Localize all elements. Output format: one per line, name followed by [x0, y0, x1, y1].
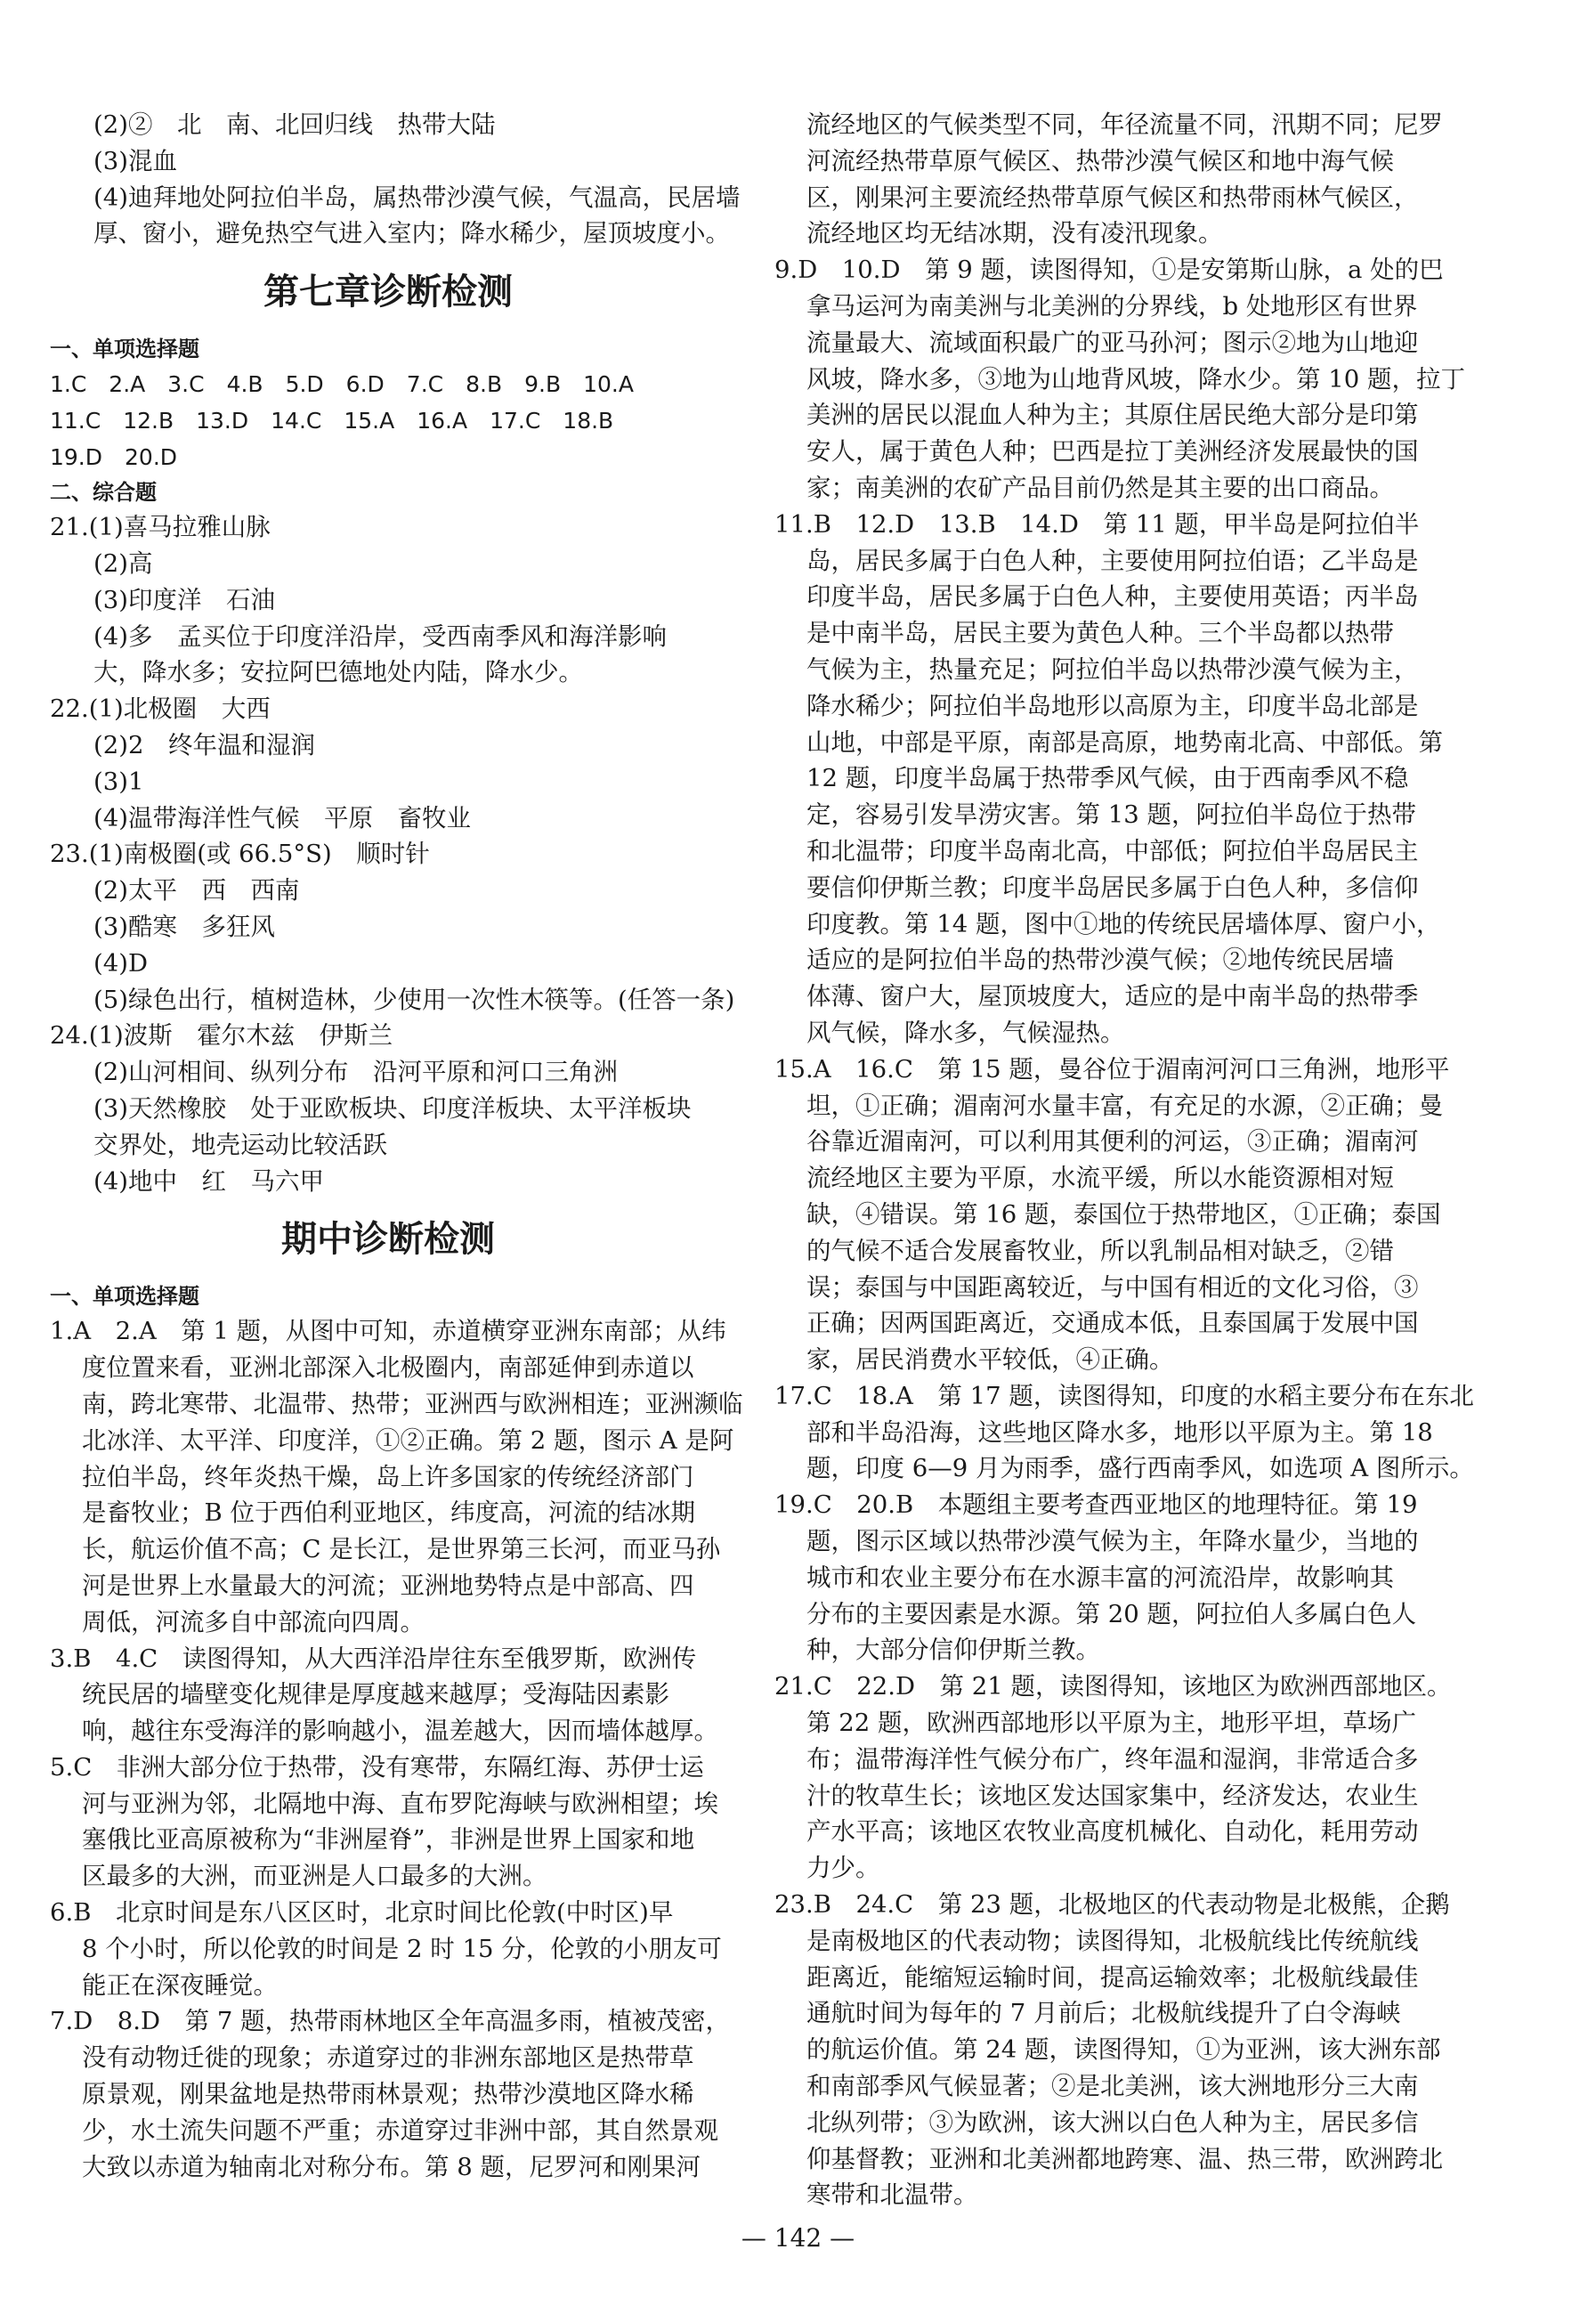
text-line: 风气候，降水多，气候湿热。: [806, 1018, 1125, 1047]
text-line: 适应的是阿拉伯半岛的热带沙漠气候；②地传统民居墙: [806, 946, 1394, 975]
text-line: 9.D 10.D 第 9 题，读图得知，①是安第斯山脉，a 处的巴: [774, 256, 1444, 285]
answer-key-line: 19.D 20.D: [50, 444, 178, 471]
text-line: 的航运价值。第 24 题，读图得知，①为亚洲，该大洲东部: [806, 2035, 1441, 2065]
text-line: 岛，居民多属于白色人种，主要使用阿拉伯语；乙半岛是: [806, 546, 1419, 575]
text-line: 19.C 20.B 本题组主要考查西亚地区的地理特征。第 19: [774, 1490, 1418, 1520]
text-line: (4)地中 红 马六甲: [93, 1166, 324, 1196]
text-line: 北纵列带；③为欧洲，该大洲以白色人种为主，居民多信: [806, 2107, 1419, 2137]
text-line: 要信仰伊斯兰教；印度半岛居民多属于白色人种，多信仰: [806, 873, 1419, 902]
text-line: 没有动物迁徙的现象；赤道穿过的非洲东部地区是热带草: [82, 2043, 694, 2073]
text-line: 汁的牧草生长；该地区发达国家集中，经济发达，农业生: [806, 1781, 1419, 1810]
text-line: 塞俄比亚高原被称为“非洲屋脊”，非洲是世界上国家和地: [82, 1825, 695, 1855]
text-line: 长，航运价值不高；C 是长江，是世界第三长河，而亚马孙: [82, 1535, 721, 1564]
subsection-heading: 一、单项选择题: [50, 337, 199, 362]
text-line: 印度教。第 14 题，图中①地的传统民居墙体厚、窗户小，: [806, 909, 1441, 938]
text-line: 北冰洋、太平洋、印度洋，①②正确。第 2 题，图示 A 是阿: [82, 1425, 734, 1455]
text-line: 第 22 题，欧洲西部地形以平原为主，地形平坦，草场广: [806, 1709, 1416, 1738]
text-line: 家；南美洲的农矿产品目前仍然是其主要的出口商品。: [806, 473, 1394, 502]
text-line: (4)D: [93, 948, 149, 978]
subsection-heading: 二、综合题: [50, 480, 157, 506]
text-line: 通航时间为每年的 7 月前后；北极航线提升了白令海峡: [806, 1999, 1401, 2028]
text-line: 5.C 非洲大部分位于热带，没有寒带，东隔红海、苏伊士运: [50, 1752, 704, 1782]
text-line: 周低，河流多自中部流向四周。: [82, 1607, 425, 1636]
text-line: 河与亚洲为邻，北隔地中海、直布罗陀海峡与欧洲相望；埃: [82, 1789, 718, 1818]
text-line: 22.(1)北极圈 大西: [50, 694, 271, 724]
text-line: 度位置来看，亚洲北部深入北极圈内，南部延伸到赤道以: [82, 1353, 694, 1383]
text-line: 原景观，刚果盆地是热带雨林景观；热带沙漠地区降水稀: [82, 2080, 694, 2109]
text-line: 缺，④错误。第 16 题，泰国位于热带地区，①正确；泰国: [806, 1199, 1441, 1229]
text-line: 正确；因两国距离近，交通成本低，且泰国属于发展中国: [806, 1309, 1419, 1338]
text-line: 气候为主，热量充足；阿拉伯半岛以热带沙漠气候为主，: [806, 654, 1419, 684]
text-line: 风坡，降水多，③地为山地背风坡，降水少。第 10 题，拉丁: [806, 364, 1465, 394]
text-line: 23.B 24.C 第 23 题，北极地区的代表动物是北极熊，企鹅: [774, 1890, 1450, 1920]
text-line: 1.A 2.A 第 1 题，从图中可知，赤道横穿亚洲东南部；从纬: [50, 1317, 726, 1346]
text-line: 24.(1)波斯 霍尔木兹 伊斯兰: [50, 1021, 393, 1051]
text-line: 题，印度 6—9 月为雨季，盛行西南季风，如选项 A 图所示。: [806, 1454, 1474, 1483]
text-line: 安人，属于黄色人种；巴西是拉丁美洲经济发展最快的国: [806, 437, 1419, 467]
text-line: 和北温带；印度半岛南北高，中部低；阿拉伯半岛居民主: [806, 836, 1419, 865]
text-line: 23.(1)南极圈(或 66.5°S) 顺时针: [50, 840, 430, 869]
text-line: 种，大部分信仰伊斯兰教。: [806, 1636, 1100, 1665]
right-column: [774, 107, 1540, 2213]
text-line: 能正在深夜睡觉。: [82, 1970, 278, 2000]
page-number: — 142 —: [741, 2223, 855, 2253]
text-line: 流量最大、流域面积最广的亚马孙河；图示②地为山地迎: [806, 328, 1419, 357]
text-line: 定，容易引发旱涝灾害。第 13 题，阿拉伯半岛位于热带: [806, 800, 1416, 830]
text-line: 区，刚果河主要流经热带草原气候区和热带雨林气候区，: [806, 183, 1419, 212]
text-line: (2)太平 西 西南: [93, 876, 300, 905]
text-line: 南，跨北寒带、北温带、热带；亚洲西与欧洲相连；亚洲濒临: [82, 1389, 743, 1418]
text-line: 是畜牧业；B 位于西伯利亚地区，纬度高，河流的结冰期: [82, 1498, 695, 1528]
text-line: 题，图示区域以热带沙漠气候为主，年降水量少，当地的: [806, 1527, 1419, 1556]
text-line: 分布的主要因素是水源。第 20 题，阿拉伯人多属白色人: [806, 1599, 1416, 1628]
text-line: 15.A 16.C 第 15 题，曼谷位于湄南河河口三角洲，地形平: [774, 1054, 1450, 1084]
text-line: (2)2 终年温和湿润: [93, 730, 315, 759]
text-line: 12 题，印度半岛属于热带季风气候，由于西南季风不稳: [806, 764, 1409, 793]
answer-key-line: 11.C 12.B 13.D 14.C 15.A 16.A 17.C 18.B: [50, 408, 614, 434]
text-line: 交界处，地壳运动比较活跃: [93, 1130, 387, 1159]
text-line: 家，居民消费水平较低，④正确。: [806, 1345, 1174, 1375]
text-line: (2)山河相间、纵列分布 沿河平原和河口三角洲: [93, 1058, 618, 1087]
text-line: 是中南半岛，居民主要为黄色人种。三个半岛都以热带: [806, 619, 1394, 648]
text-line: (4)温带海洋性气候 平原 畜牧业: [93, 803, 471, 832]
text-line: 流经地区均无结冰期，没有凌汛现象。: [806, 219, 1223, 248]
text-line: 布；温带海洋性气候分布广，终年温和湿润，非常适合多: [806, 1744, 1419, 1774]
text-line: 流经地区的气候类型不同，年径流量不同，汛期不同；尼罗: [806, 110, 1443, 139]
text-line: 河流经热带草原气候区、热带沙漠气候区和地中海气候: [806, 146, 1394, 175]
text-line: (5)绿色出行，植树造林，少使用一次性木筷等。(任答一条): [93, 985, 735, 1014]
text-line: 山地，中部是平原，南部是高原，地势南北高、中部低。第: [806, 727, 1443, 757]
text-line: 拿马运河为南美洲与北美洲的分界线，b 处地形区有世界: [806, 291, 1418, 321]
text-line: 体薄、窗户大，屋顶坡度大，适应的是中南半岛的热带季: [806, 982, 1419, 1011]
text-line: 河是世界上水量最大的河流；亚洲地势特点是中部高、四: [82, 1571, 694, 1600]
answer-key-line: 1.C 2.A 3.C 4.B 5.D 6.D 7.C 8.B 9.B 10.A: [50, 371, 634, 398]
section-title: 第七章诊断检测: [263, 272, 513, 313]
text-line: 印度半岛，居民多属于白色人种，主要使用英语；丙半岛: [806, 582, 1419, 612]
text-line: (3)混血: [93, 146, 177, 175]
text-line: 城市和农业主要分布在水源丰富的河流沿岸，故影响其: [806, 1563, 1394, 1592]
text-line: 坦，①正确；湄南河水量丰富，有充足的水源，②正确；曼: [806, 1091, 1443, 1120]
text-line: 厚、窗小，避免热空气进入室内；降水稀少，屋顶坡度小。: [93, 219, 730, 248]
subsection-heading: 一、单项选择题: [50, 1284, 199, 1310]
text-line: 8 个小时，所以伦敦的时间是 2 时 15 分，伦敦的小朋友可: [82, 1934, 722, 1963]
text-line: (3)印度洋 石油: [93, 585, 275, 614]
text-line: 少，水土流失问题不严重；赤道穿过非洲中部，其自然景观: [82, 2115, 718, 2145]
text-line: 21.C 22.D 第 21 题，读图得知，该地区为欧洲西部地区。: [774, 1672, 1452, 1701]
text-line: 仰基督教；亚洲和北美洲都地跨寒、温、热三带，欧洲跨北: [806, 2144, 1443, 2173]
text-line: 寒带和北温带。: [806, 2180, 978, 2210]
text-line: 大致以赤道为轴南北对称分布。第 8 题，尼罗河和刚果河: [82, 2152, 701, 2181]
text-line: 力少。: [806, 1854, 880, 1883]
text-line: 和南部季风气候显著；②是北美洲，该大洲地形分三大南: [806, 2072, 1419, 2101]
text-line: 17.C 18.A 第 17 题，读图得知，印度的水稻主要分布在东北: [774, 1381, 1474, 1410]
text-line: 产水平高；该地区农牧业高度机械化、自动化，耗用劳动: [806, 1817, 1419, 1847]
text-line: (3)酷寒 多狂风: [93, 912, 275, 941]
text-line: 区最多的大洲，而亚洲是人口最多的大洲。: [82, 1862, 547, 1891]
text-line: (2)② 北 南、北回归线 热带大陆: [93, 110, 496, 139]
text-line: 21.(1)喜马拉雅山脉: [50, 513, 271, 542]
text-line: 谷靠近湄南河，可以利用其便利的河运，③正确；湄南河: [806, 1127, 1419, 1157]
text-line: 11.B 12.D 13.B 14.D 第 11 题，甲半岛是阿拉伯半: [774, 509, 1420, 539]
text-line: 3.B 4.C 读图得知，从大西洋沿岸往东至俄罗斯，欧洲传: [50, 1644, 697, 1673]
text-line: 的气候不适合发展畜牧业，所以乳制品相对缺乏，②错: [806, 1236, 1394, 1265]
text-line: 部和半岛沿海，这些地区降水多，地形以平原为主。第 18: [806, 1417, 1433, 1447]
text-line: 大，降水多；安拉阿巴德地处内陆，降水少。: [93, 658, 583, 687]
text-line: 响，越往东受海洋的影响越小，温差越大，因而墙体越厚。: [82, 1717, 718, 1746]
text-line: 流经地区主要为平原，水流平缓，所以水能资源相对短: [806, 1164, 1394, 1193]
text-line: (4)迪拜地处阿拉伯半岛，属热带沙漠气候，气温高，民居墙: [93, 183, 741, 212]
text-line: (4)多 孟买位于印度洋沿岸，受西南季风和海洋影响: [93, 621, 667, 651]
text-line: 拉伯半岛，终年炎热干燥，岛上许多国家的传统经济部门: [82, 1462, 694, 1491]
text-line: (3)1: [93, 767, 144, 796]
text-line: 6.B 北京时间是东八区区时，北京时间比伦敦(中时区)早: [50, 1898, 674, 1928]
text-line: 统民居的墙壁变化规律是厚度越来越厚；受海陆因素影: [82, 1680, 669, 1709]
text-line: 降水稀少；阿拉伯半岛地形以高原为主，印度半岛北部是: [806, 691, 1419, 720]
text-line: 美洲的居民以混血人种为主；其原住居民绝大部分是印第: [806, 401, 1419, 430]
text-line: 距离近，能缩短运输时间，提高运输效率；北极航线最佳: [806, 1962, 1419, 1992]
text-line: 误；泰国与中国距离较近，与中国有相近的文化习俗，③: [806, 1272, 1419, 1302]
section-title: 期中诊断检测: [281, 1219, 495, 1261]
left-column: [50, 107, 743, 2185]
text-line: 7.D 8.D 第 7 题，热带雨林地区全年高温多雨，植被茂密，: [50, 2007, 731, 2036]
text-line: 是南极地区的代表动物；读图得知，北极航线比传统航线: [806, 1926, 1419, 1955]
text-line: (3)天然橡胶 处于亚欧板块、印度洋板块、太平洋板块: [93, 1093, 692, 1123]
text-line: (2)高: [93, 548, 153, 578]
